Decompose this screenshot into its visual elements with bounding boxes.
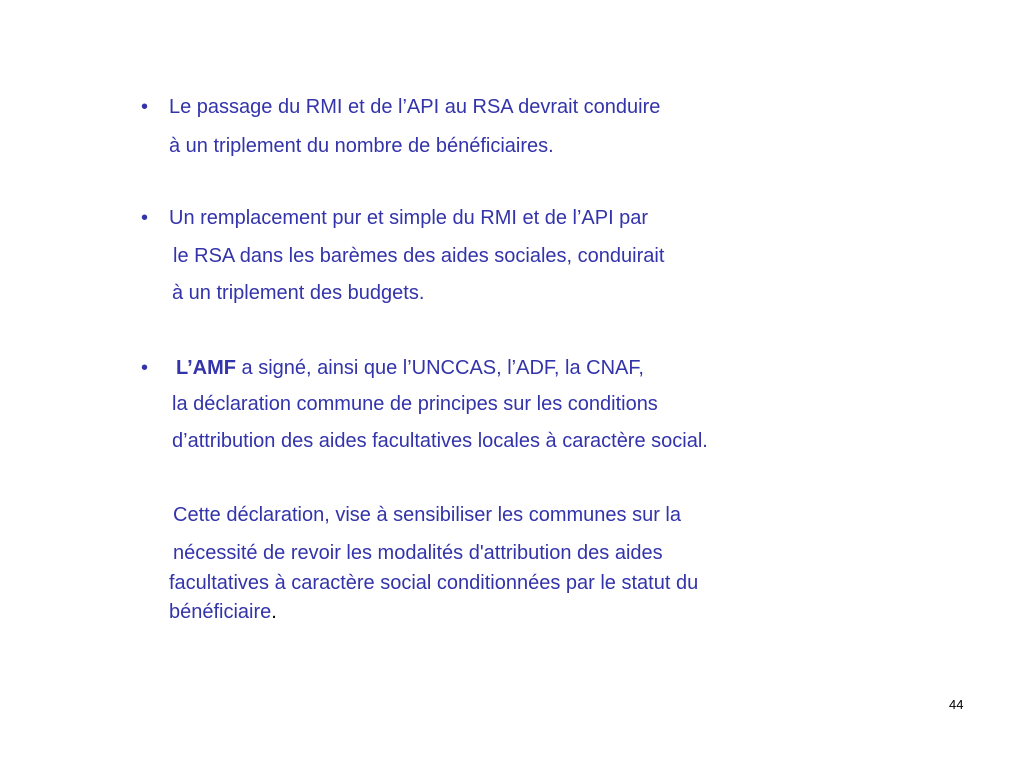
bullet-2-line-1: Un remplacement pur et simple du RMI et de l’API par (169, 207, 649, 229)
bullet-3-marker: • (141, 357, 149, 379)
paragraph-line-4 (169, 600, 277, 624)
bullet-3-line-1-text: a signé, ainsi que l’UNCCAS, l’ADF, la CNAF, (236, 357, 644, 379)
bullet-2-marker: • (141, 207, 149, 229)
paragraph-line-1: Cette déclaration, vise à sensibiliser les communes sur la (173, 504, 681, 526)
bullet-3-line-1 (176, 356, 644, 380)
paragraph-final-period: . (271, 601, 277, 623)
page-number: 44 (949, 697, 964, 712)
bullet-2-line-2: le RSA dans les barèmes des aides sociales, conduirait (173, 245, 665, 267)
paragraph-line-2: nécessité de revoir les modalités d'attribution des aides (173, 542, 663, 564)
bullet-2-line-3: à un triplement des budgets. (172, 282, 425, 304)
bullet-3-line-2: la déclaration commune de principes sur les conditions (172, 393, 658, 415)
bullet-3-line-3: d’attribution des aides facultatives locales à caractère social. (172, 430, 708, 452)
bullet-1-line-2: à un triplement du nombre de bénéficiaires. (169, 135, 554, 157)
paragraph-line-3: facultatives à caractère social conditionnées par le statut du (169, 572, 699, 594)
amf-bold-label: L’AMF (176, 357, 236, 379)
bullet-1-line-1: Le passage du RMI et de l’API au RSA devrait conduire (169, 96, 661, 118)
paragraph-line-4-text: bénéficiaire (169, 601, 272, 623)
bullet-1-marker: • (141, 96, 149, 118)
